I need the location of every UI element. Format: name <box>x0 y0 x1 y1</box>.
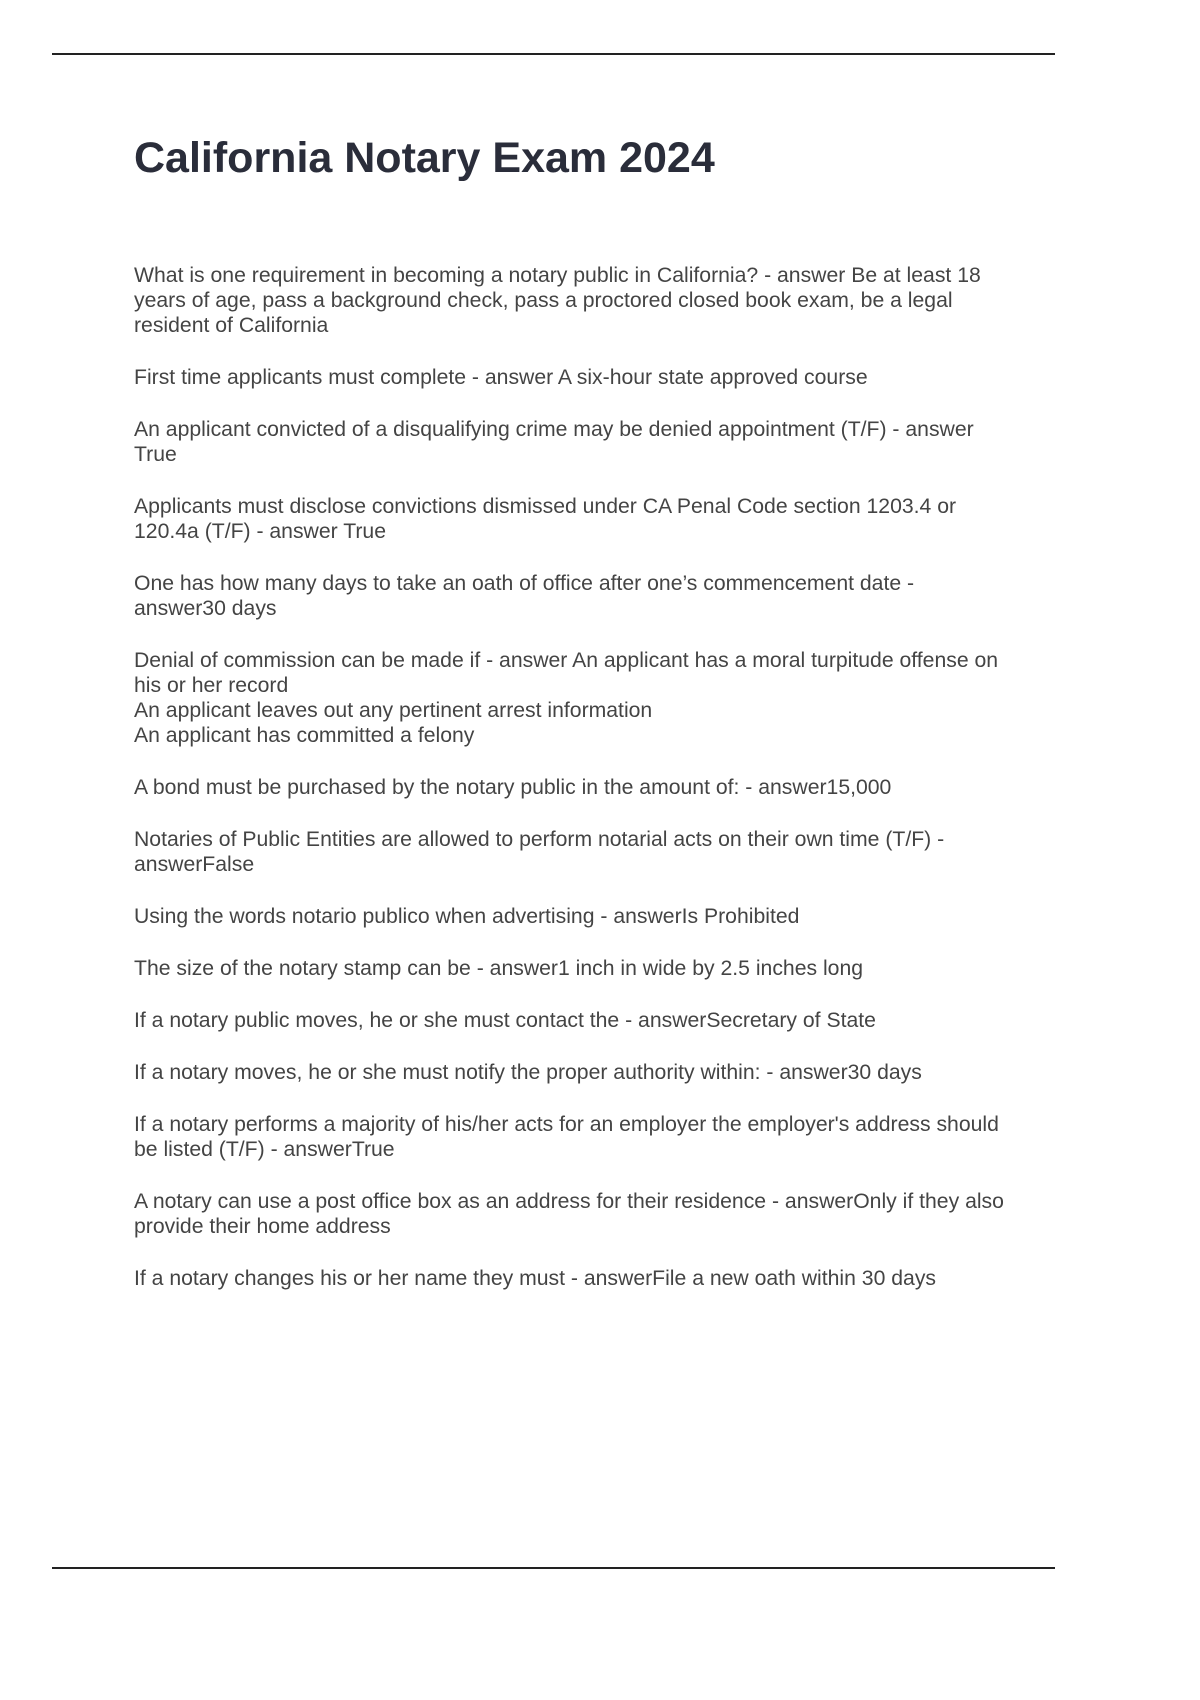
qa-text: What is one requirement in becoming a notary public in California? - answer Be at least 18 years of age, pass a background check, pass a proctored closed book exam, be a legal resident of California <box>134 264 981 337</box>
qa-item <box>134 263 1009 338</box>
qa-item <box>134 365 1009 390</box>
qa-text: An applicant leaves out any pertinent arrest information <box>134 699 653 722</box>
document-title: California Notary Exam 2024 <box>134 134 715 182</box>
qa-item <box>134 1266 1009 1291</box>
qa-text: An applicant convicted of a disqualifying crime may be denied appointment (T/F) - answer True <box>134 418 974 466</box>
qa-text: The size of the notary stamp can be - answer1 inch in wide by 2.5 inches long <box>134 957 864 980</box>
qa-text: Denial of commission can be made if - answer An applicant has a moral turpitude offense on his or her record <box>134 649 999 697</box>
qa-item <box>134 571 1009 621</box>
qa-text: If a notary changes his or her name they must - answerFile a new oath within 30 days <box>134 1267 937 1290</box>
qa-item <box>134 1112 1009 1162</box>
bottom-rule <box>52 1567 1055 1569</box>
qa-item <box>134 417 1009 467</box>
qa-list <box>134 263 1009 1318</box>
qa-item <box>134 775 1009 800</box>
qa-item <box>134 1008 1009 1033</box>
qa-text: First time applicants must complete - answer A six-hour state approved course <box>134 366 868 389</box>
qa-item <box>134 904 1009 929</box>
qa-text: Using the words notario publico when advertising - answerIs Prohibited <box>134 905 800 928</box>
qa-text: Applicants must disclose convictions dismissed under CA Penal Code section 1203.4 or 120.4a (T/F) - answer True <box>134 495 957 543</box>
qa-item <box>134 494 1009 544</box>
qa-text: An applicant has committed a felony <box>134 724 475 747</box>
qa-item <box>134 1189 1009 1239</box>
qa-text: If a notary moves, he or she must notify the proper authority within: - answer30 days <box>134 1061 922 1084</box>
qa-text: Notaries of Public Entities are allowed to perform notarial acts on their own time (T/F) - answerFalse <box>134 828 945 876</box>
qa-item <box>134 827 1009 877</box>
qa-text: If a notary public moves, he or she must contact the - answerSecretary of State <box>134 1009 876 1032</box>
qa-text: A bond must be purchased by the notary public in the amount of: - answer15,000 <box>134 776 892 799</box>
qa-item <box>134 1060 1009 1085</box>
top-rule <box>52 53 1055 55</box>
qa-text: One has how many days to take an oath of office after one’s commencement date - answer30 days <box>134 572 915 620</box>
qa-text: If a notary performs a majority of his/her acts for an employer the employer's address should be listed (T/F) - answerTrue <box>134 1113 999 1161</box>
qa-item <box>134 648 1009 748</box>
qa-text: A notary can use a post office box as an address for their residence - answerOnly if they also provide their home address <box>134 1190 1004 1238</box>
qa-item <box>134 956 1009 981</box>
